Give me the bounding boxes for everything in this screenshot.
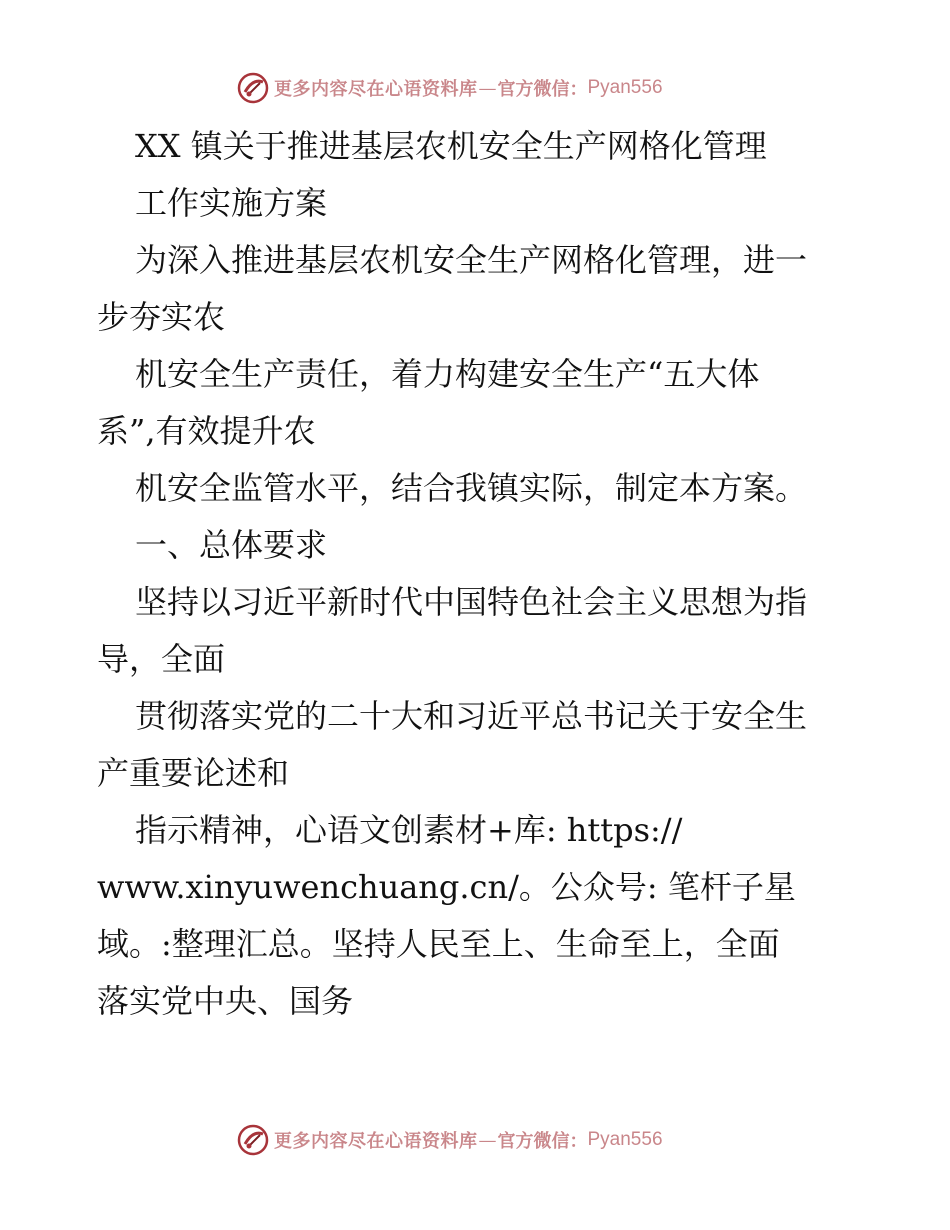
paragraph-line: 系”,有效提升农 [97, 412, 316, 450]
banner-brand-text: 更多内容尽在心语资料库 [274, 1131, 478, 1152]
banner-wechat-id: Pyan556 [587, 1129, 663, 1150]
section-heading: 一、总体要求 [135, 526, 328, 564]
doc-title-line-2: 工作实施方案 [135, 184, 328, 222]
paragraph-line: 指示精神，心语文创素材+库: https:// [135, 811, 683, 849]
paragraph-line: 机安全生产责任，着力构建安全生产“五大体 [135, 355, 760, 393]
banner-wechat-label: 官方微信： [497, 1131, 588, 1152]
banner-brand-text: 更多内容尽在心语资料库 [274, 79, 478, 100]
paragraph-line: 产重要论述和 [97, 754, 290, 792]
banner-dash: — [478, 1129, 497, 1151]
footer-banner [236, 1122, 716, 1158]
paragraph-line: www.xinyuwenchuang.cn/。公众号: 笔杆子星 [97, 868, 796, 906]
paragraph-line: 步夯实农 [97, 298, 226, 336]
paragraph-line: 为深入推进基层农机安全生产网格化管理，进一 [135, 241, 808, 279]
banner-wechat-label: 官方微信： [497, 79, 588, 100]
document-body [0, 118, 950, 1030]
doc-title-line-1: XX 镇关于推进基层农机安全生产网格化管理 [135, 127, 767, 165]
paragraph-line: 落实党中央、国务 [97, 982, 354, 1020]
paragraph-line: 贯彻落实党的二十大和习近平总书记关于安全生 [135, 697, 808, 735]
paragraph-line: 导，全面 [97, 640, 226, 678]
paragraph-line: 域。:整理汇总。坚持人民至上、生命至上，全面 [97, 925, 780, 963]
brand-logo-icon [236, 1123, 270, 1157]
header-banner [236, 70, 716, 106]
paragraph-line: 机安全监管水平，结合我镇实际，制定本方案。 [135, 469, 808, 507]
banner-dash: — [478, 77, 497, 99]
brand-logo-icon [236, 71, 270, 105]
banner-wechat-id: Pyan556 [587, 77, 663, 98]
paragraph-line: 坚持以习近平新时代中国特色社会主义思想为指 [135, 583, 808, 621]
